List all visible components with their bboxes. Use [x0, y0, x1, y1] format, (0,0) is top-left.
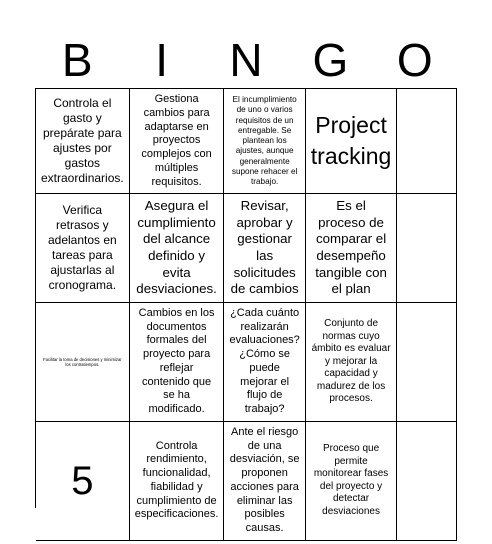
bingo-cell[interactable]: El incumplimiento de uno o varios requisitos de un entregable. Se plantean los ajustes, aunque generalmente supone rehacer el trabajo.: [224, 89, 305, 194]
header-letter-g: G: [312, 34, 349, 86]
bingo-cell[interactable]: Revisar, aprobar y gestionar las solicitudes de cambios: [224, 194, 305, 303]
header-letter-i: I: [155, 34, 168, 86]
bingo-cell[interactable]: Facilitar la toma de decisiones y minimizar los contratiempos.: [36, 303, 130, 422]
bingo-cell[interactable]: Proceso que permite monitorear fases del proyecto y detectar desviaciones: [306, 422, 398, 541]
bingo-cell[interactable]: [397, 422, 457, 541]
bingo-cell[interactable]: Controla rendimiento, funcionalidad, fiabilidad y cumplimiento de especificaciones.: [130, 422, 225, 541]
bingo-header: [35, 30, 457, 90]
bingo-cell[interactable]: Project tracking: [306, 89, 398, 194]
bingo-cell[interactable]: Controla el gasto y prepárate para ajustes por gastos extraordinarios.: [36, 89, 130, 194]
bingo-cell[interactable]: Conjunto de normas cuyo ámbito es evaluar y mejorar la capacidad y madurez de los procesos.: [306, 303, 398, 422]
header-letter-n: N: [229, 34, 263, 86]
bingo-cell[interactable]: Ante el riesgo de una desviación, se proponen acciones para eliminar las posibles causas.: [224, 422, 305, 541]
bingo-cell[interactable]: ¿Cada cuánto realizarán evaluaciones? ¿Cómo se puede mejorar el flujo de trabajo?: [224, 303, 305, 422]
bingo-cell[interactable]: Verifica retrasos y adelantos en tareas para ajustarlas al cronograma.: [36, 194, 130, 303]
bingo-cell[interactable]: Asegura el cumplimiento del alcance definido y evita desviaciones.: [130, 194, 225, 303]
header-letter-b: B: [61, 34, 93, 86]
header-letter-o: O: [396, 34, 433, 86]
bingo-cell[interactable]: Es el proceso de comparar el desempeño tangible con el plan: [306, 194, 398, 303]
bingo-cell[interactable]: [397, 194, 457, 303]
bingo-cell[interactable]: [397, 89, 457, 194]
bingo-cell[interactable]: Cambios en los documentos formales del proyecto para reflejar contenido que se ha modificado.: [130, 303, 225, 422]
bingo-grid: [35, 88, 457, 535]
bingo-cell[interactable]: [397, 303, 457, 422]
bingo-cell[interactable]: 5: [36, 422, 130, 541]
bingo-cell[interactable]: Gestiona cambios para adaptarse en proyectos complejos con múltiples requisitos.: [130, 89, 225, 194]
